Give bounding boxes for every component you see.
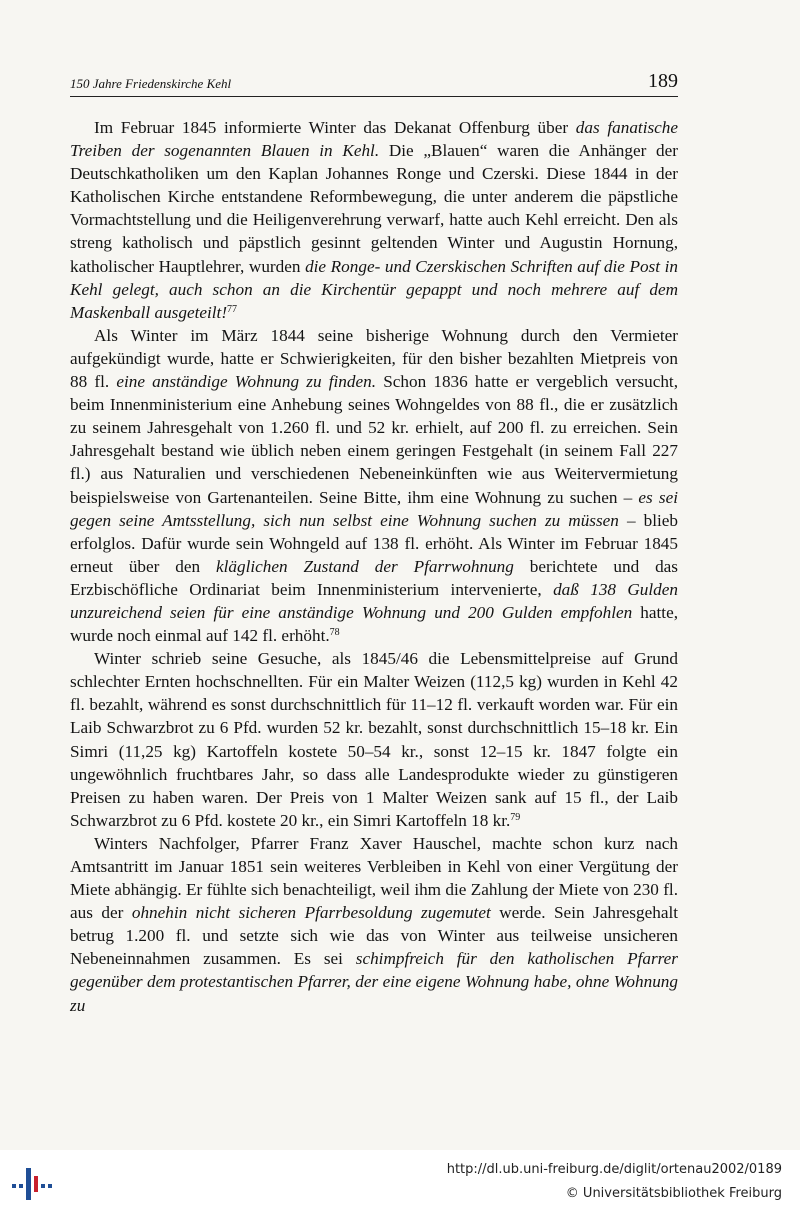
text-run: – blieb erfolglos. Dafür wurde sein Wohngeld auf 138 fl. erhöht. Als Winter im Februar 1845 erneut über den [70,510,678,576]
paragraph [70,647,678,832]
text-run: hatte, wurde noch einmal auf 142 fl. erhöht. [70,602,679,646]
ub-freiburg-logo-icon[interactable] [10,1162,54,1202]
text-run: Die „Blauen“ waren die Anhänger der Deutschkatholiken um den Kaplan Johannes Ronge und Czerski. Diese 1844 in der Katholischen Kirche entstandene Reformbewegung, die unter anderem die päpstliche Vormachtstellung und die Heiligenverehrung verwarf, hatte auch Kehl erreicht. Den als streng katholisch und päpstlich gesinnt geltenden Winter und Augustin Hornung, katholischer Hauptlehrer, wurden [70,141,678,276]
italic-quote: eine anständige Wohnung zu finden. [116,372,377,392]
italic-quote: schimpfreich für den katholischen Pfarrer gegenüber dem protestantischen Pfarrer, der eine eigene Wohnung habe, ohne Wohnung zu [70,949,678,1015]
paragraph [70,116,678,324]
text-run: Winters Nachfolger, Pfarrer Franz Xaver Hauschel, machte schon kurz nach Amtsantritt im Januar 1851 sein weiteres Verbleiben in Kehl von einer Vergütung der Miete abhängig. Er fühlte sich benachteiligt, weil ihm die Zahlung der Miete von 230 fl. aus der [70,833,678,923]
text-run: berichtete und das Erzbischöfliche Ordinariat beim Innenministerium intervenierte, [70,556,678,599]
footnote-ref[interactable]: 77 [227,303,238,315]
footnote-ref[interactable]: 78 [329,627,340,639]
paragraph [70,832,678,1017]
italic-quote: die Ronge- und Czerskischen Schriften auf die Post in Kehl gelegt, auch schon an die Kirchentür gepappt und noch mehrere auf dem Maskenball ausgeteilt! [70,256,678,322]
text-run: Als Winter im März 1844 seine bisherige Wohnung durch den Vermieter aufgekündigt wurde, hatte er Schwierigkeiten, für den bisher bezahlten Mietpreis von 88 fl. [70,325,678,392]
text-run: Schon 1836 hatte er vergeblich versucht, beim Innenministerium eine Anhebung seines Wohngeldes von 88 fl., die er zusätzlich zu seinem Jahresgehalt von 1.260 fl. und 52 kr. erhielt, auf 200 fl. zu erreichen. Sein Jahresgehalt bestand wie üblich neben einem geringen Festgehalt (in seinem Fall 227 fl.) aus Naturalien und verschiedenen Nebeneinkünften wie aus Weitervermietung beispielsweise von Gartenanteilen. Seine Bitte, ihm eine Wohnung zu suchen – [70,372,678,507]
running-title: 150 Jahre Friedenskirche Kehl [70,76,232,91]
page-header [70,70,678,97]
text-run: Winter schrieb seine Gesuche, als 1845/46 die Lebensmittelpreise auf Grund schlechter Ernten hochschnellten. Für ein Malter Weizen (112,5 kg) wurden in Kehl 42 fl. bezahlt, während es sonst durchschnittlich für 11–12 fl. verkauft worden war. Für ein Laib Schwarzbrot zu 6 Pfd. wurden 52 kr. bezahlt, sonst durchschnittlich 15–18 kr. Ein Simri (11,25 kg) Kartoffeln kostete 50–54 kr., sonst 12–15 kr. 1847 folgte ein ungewöhnlich fruchtbares Jahr, so dass alle Landesprodukte wieder zu günstigeren Preisen zu haben waren. Der Preis von 1 Malter Weizen sank auf 15 fl., der Laib Schwarzbrot zu 6 Pfd. kostete 20 kr., ein Simri Kartoffeln 18 kr. [70,649,678,830]
text-run: werde. Sein Jahresgehalt betrug 1.200 fl. und setzte sich wie das von Winter aus teilweise unsicheren Nebeneinnahmen zusammen. Es sei [70,903,678,969]
copyright-notice: © Universitätsbibliothek Freiburg [565,1186,782,1201]
italic-quote: kläglichen Zustand der Pfarrwohnung [216,556,514,576]
italic-quote: das fanatische Treiben der sogenannten Blauen in Kehl. [70,118,679,161]
italic-quote: es sei gegen seine Amtsstellung, sich nun selbst eine Wohnung suchen zu müssen [70,487,678,530]
italic-quote: daß 138 Gulden unzureichend seien für eine anständige Wohnung und 200 Gulden empfohlen [70,579,678,622]
page-number: 189 [648,70,678,92]
text-run: Im Februar 1845 informierte Winter das Dekanat Offenburg über [94,118,576,137]
italic-quote: ohnehin nicht sicheren Pfarrbesoldung zugemutet [131,903,491,923]
footer-bar [0,1150,800,1212]
paragraph [70,324,678,647]
permalink-url[interactable]: http://dl.ub.uni-freiburg.de/diglit/ortenau2002/0189 [446,1162,782,1177]
body-text [70,116,678,1017]
footnote-ref[interactable]: 79 [510,811,521,823]
